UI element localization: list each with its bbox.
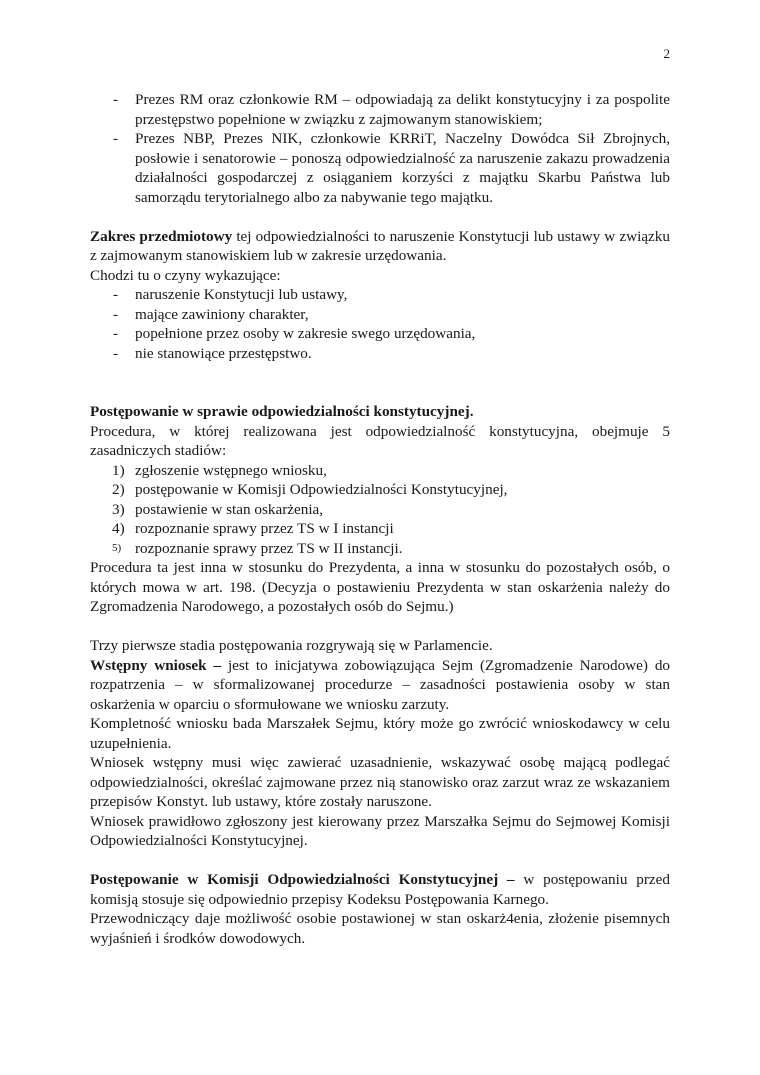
page-number: 2 — [663, 46, 670, 61]
list-item: 5) rozpoznanie sprawy przez TS w II instancji. — [112, 539, 403, 557]
stages-list — [90, 461, 670, 559]
list-item: - Prezes NBP, Prezes NIK, członkowie KRRiT, Naczelny Dowódca Sił Zbrojnych, posłowie i senatorowie – ponoszą odpowiedzialność za naruszenie zakazu prowadzenia działalności gospodarczej z osiąganiem korzyści z majątku Skarbu Państwa lub samorządu terytorialnego albo za nabywanie tego majątku. — [90, 129, 670, 207]
komisja-heading: Postępowanie w Komisji Odpowiedzialności Konstytucyjnej – — [90, 871, 515, 888]
paragraph: Wniosek prawidłowo zgłoszony jest kierowany przez Marszałka Sejmu do Sejmowej Komisji Odpowiedzialności Konstytucyjnej. — [90, 812, 670, 849]
list-item: 4) rozpoznanie sprawy przez TS w I instancji — [112, 520, 394, 537]
list-item: - mające zawiniony charakter, — [90, 305, 670, 325]
zakres-text: tej odpowiedzialności to naruszenie Konstytucji lub ustawy w związku z zajmowanym stanowiskiem lub w zakresie urzędowania. — [90, 227, 670, 264]
procedure-intro: Procedura, w której realizowana jest odpowiedzialność konstytucyjna, obejmuje 5 zasadniczych stadiów: — [90, 422, 670, 459]
zakres-paragraph — [90, 227, 670, 266]
list-item: - nie stanowiące przestępstwo. — [90, 344, 670, 364]
list-item: - Prezes RM oraz członkowie RM – odpowiadają za delikt konstytucyjny i za pospolite przestępstwo popełnione w związku z zajmowanym stanowiskiem; — [90, 90, 670, 129]
list-item: - popełnione przez osoby w zakresie swego urzędowania, — [90, 324, 670, 344]
parliament-line: Trzy pierwsze stadia postępowania rozgrywają się w Parlamencie. — [90, 637, 493, 654]
paragraph: Kompletność wniosku bada Marszałek Sejmu, który może go zwrócić wnioskodawcy w celu uzupełnienia. — [90, 715, 670, 752]
list-item: - naruszenie Konstytucji lub ustawy, — [90, 285, 670, 305]
list-item: 2) postępowanie w Komisji Odpowiedzialności Konstytucyjnej, — [112, 481, 508, 498]
list-item: 3) postawienie w stan oskarżenia, — [112, 500, 324, 518]
wniosek-heading: Wstępny wniosek – — [90, 656, 222, 674]
procedure-note: Procedura ta jest inna w stosunku do Prezydenta, a inna w stosunku do pozostałych osób, o których mowa w art. 198. (Decyzja o postawieniu Prezydenta w stan oskarżenia należy do Zgromadzenia Narodowego, a pozostałych osób do Sejmu.) — [90, 559, 670, 615]
czyny-list — [90, 285, 670, 363]
responsibility-list — [90, 90, 670, 207]
zakres-heading: Zakres przedmiotowy — [90, 227, 233, 245]
zakres-intro: Chodzi tu o czyny wykazujące: — [90, 266, 281, 284]
section-heading: Postępowanie w sprawie odpowiedzialności konstytucyjnej. — [90, 403, 474, 420]
komisja-paragraph: Postępowanie w Komisji Odpowiedzialności Konstytucyjnej – w postępowaniu przed komisją stosuje się odpowiednio przepisy Kodeksu Postępowania Karnego. — [90, 871, 670, 908]
wniosek-paragraph: Wstępny wniosek – jest to inicjatywa zobowiązująca Sejm (Zgromadzenie Narodowe) do rozpatrzenia – w sformalizowanej procedurze – zasadności postawienia osoby w stan oskarżenia w oparciu o sformułowane we wniosku zarzuty. — [90, 656, 671, 713]
document-body — [90, 90, 670, 948]
paragraph: Wniosek wstępny musi więc zawierać uzasadnienie, wskazywać osobę mającą podlegać odpowiedzialności, określać zajmowane przez nią stanowisko oraz zarzut wraz ze wskazaniem przepisów Konstyt. lub ustawy, które zostały naruszone. — [90, 754, 670, 810]
paragraph: Przewodniczący daje możliwość osobie postawionej w stan oskarż4enia, złożenie pisemnych wyjaśnień i środków dowodowych. — [90, 910, 670, 947]
list-item: 1) zgłoszenie wstępnego wniosku, — [112, 461, 327, 479]
